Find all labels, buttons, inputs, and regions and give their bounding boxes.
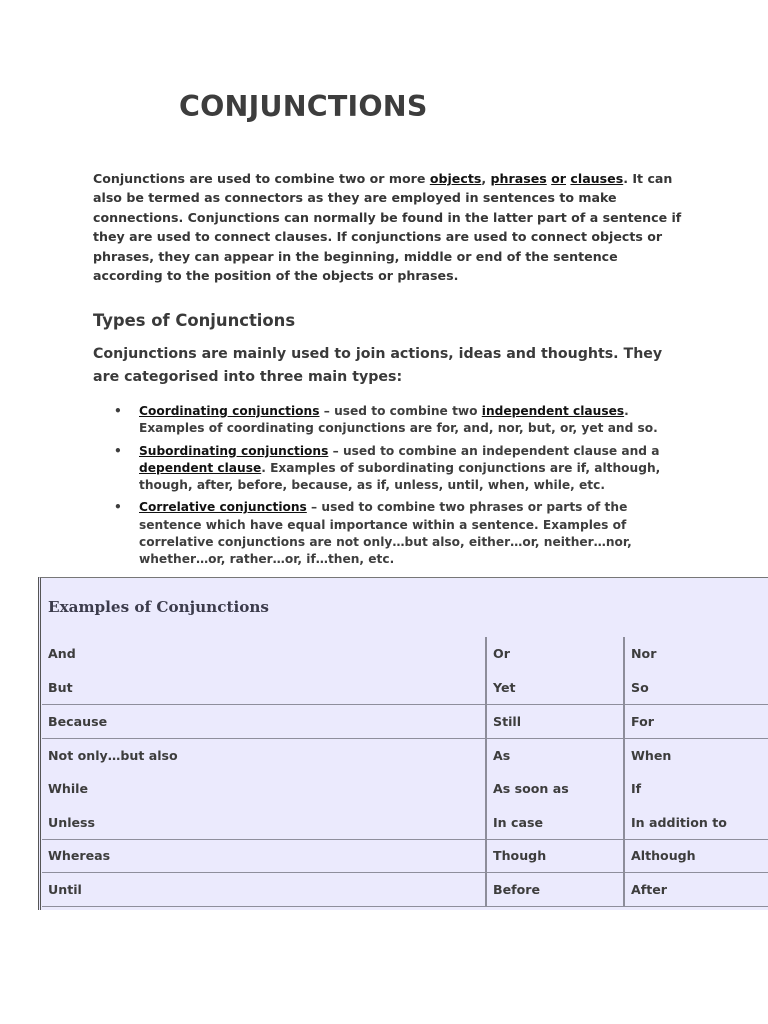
page-title: CONJUNCTIONS (179, 90, 428, 123)
table-cell: Unless (42, 805, 486, 839)
bullet: • (114, 500, 122, 515)
intro-comma: , (481, 171, 491, 186)
subordinating-conjunctions-link[interactable]: Subordinating conjunctions (139, 443, 329, 458)
table-row (42, 671, 768, 705)
table-row (42, 873, 768, 907)
table-cell: And (48, 646, 76, 662)
table-cell: But (42, 671, 486, 705)
table-row (42, 637, 768, 671)
table-cell: Not only…but also (48, 747, 178, 763)
table-cell: As (486, 738, 624, 772)
independent-clauses-link[interactable]: independent clauses (481, 404, 625, 418)
table-row (42, 839, 768, 873)
table-row (42, 772, 768, 806)
intro-text-end: . It can also be termed as connectors as they are employed in sentences to make connections. Conjunctions can normally be found in the latter part of a sentence if they are used to connect clauses. If conjunctions are used to connect objects or phrases, they can appear in the beginning, middle or end of the sentence according to the position of the objects or phrases. (93, 171, 682, 284)
table-cell: While (48, 781, 89, 797)
table-cell: After (624, 873, 768, 907)
table-cell: Though (486, 839, 624, 873)
intro-paragraph (93, 169, 683, 285)
coordinating-examples: . Examples of coordinating conjunctions are for, and, nor, but, or, yet and so. (139, 404, 658, 436)
table-cell: In case (486, 805, 624, 839)
table-cell: For (624, 704, 768, 738)
table-cell: Nor (624, 637, 768, 671)
correlative-text: – used to combine two phrases or parts of the sentence which have equal importance within a sentence. Examples of correlative conjunctions are not only…but also, either…or, neither…nor, whether…or, rather…or, if…then, etc. (139, 500, 632, 567)
table-cell: Yet (486, 671, 624, 705)
table-row (42, 805, 768, 839)
coordinating-conjunctions-link[interactable]: Coordinating conjunctions (139, 404, 320, 418)
table-cell: So (624, 671, 768, 705)
correlative-conjunctions-link[interactable]: Correlative conjunctions (139, 500, 307, 515)
table-cell: Although (624, 839, 768, 873)
table-cell: Because (42, 704, 486, 738)
bullet: • (114, 404, 122, 418)
list-item-correlative (114, 499, 688, 568)
objects-link[interactable]: objects (429, 171, 482, 186)
types-heading: Types of Conjunctions (93, 311, 296, 330)
dependent-clause-link[interactable]: dependent clause (139, 460, 262, 475)
table-row (42, 704, 768, 738)
table-cell: If (624, 772, 768, 806)
bullet: • (114, 443, 122, 458)
table-cell: Or (486, 637, 624, 671)
table-cell: Before (486, 873, 624, 907)
subordinating-text: – used to combine an independent clause and a (328, 443, 660, 458)
subordinating-examples: . Examples of subordinating conjunctions are if, although, though, after, before, because, as if, unless, until, when, while, etc. (139, 460, 661, 493)
list-item-subordinating (114, 443, 688, 495)
list-item-coordinating (114, 403, 688, 438)
table-cell: Until (42, 873, 486, 907)
table-cell: In addition to (624, 805, 768, 839)
types-list (114, 403, 688, 569)
types-lead-text: Conjunctions are mainly used to join actions, ideas and thoughts. They are categorised into three main types: (93, 346, 663, 385)
table-row (42, 738, 768, 772)
table-cell: Whereas (42, 839, 486, 873)
or-link[interactable]: or (551, 171, 567, 186)
table-cell: When (624, 738, 768, 772)
coordinating-text: – used to combine two (319, 404, 482, 418)
intro-text-start: Conjunctions are used to combine two or more (93, 171, 430, 186)
phrases-link[interactable]: phrases (490, 171, 547, 186)
table-cell: Still (486, 704, 624, 738)
clauses-link[interactable]: clauses (570, 171, 624, 186)
table-cell: As soon as (486, 772, 624, 806)
examples-table-caption: Examples of Conjunctions (48, 598, 269, 616)
examples-table (42, 637, 768, 907)
